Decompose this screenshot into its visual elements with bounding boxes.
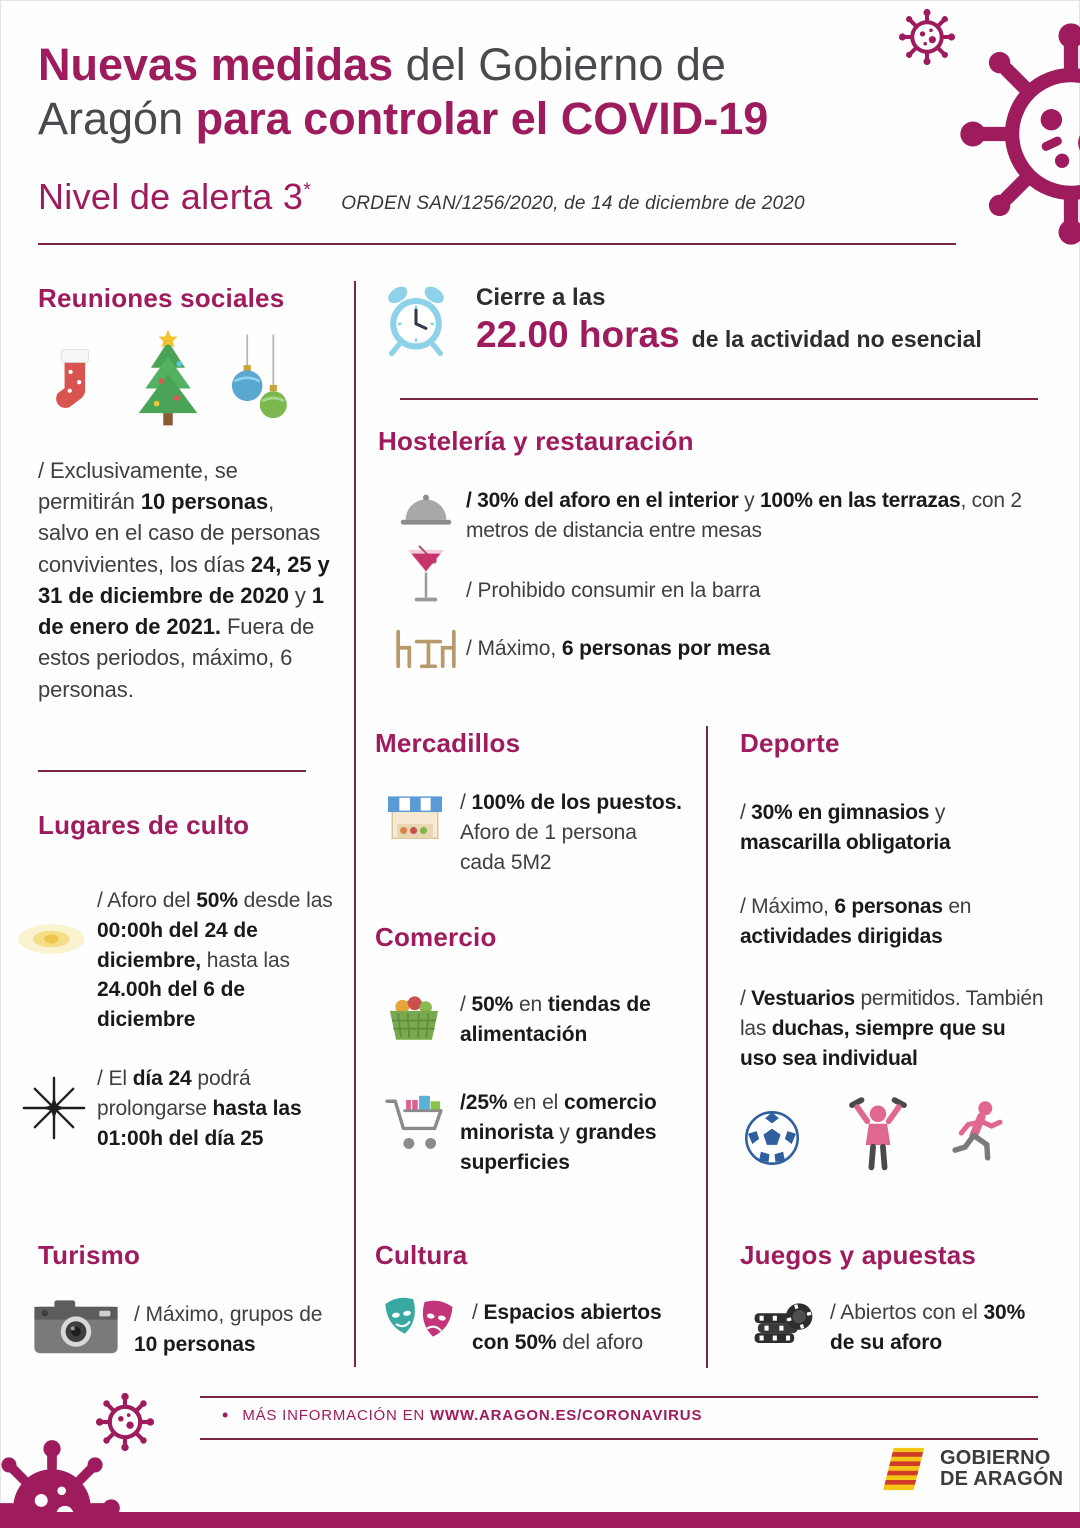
logo-text	[940, 1448, 1063, 1490]
shopping-cart-icon	[383, 1086, 451, 1160]
section-title-reuniones: Reuniones sociales	[38, 283, 285, 313]
hosteleria-item: / Máximo, 6 personas por mesa	[466, 637, 771, 660]
footer-info-prefix: MÁS INFORMACIÓN EN	[242, 1407, 431, 1424]
logo-line1: GOBIERNO	[940, 1447, 1051, 1469]
bottom-accent-bar	[0, 1512, 1080, 1528]
hosteleria-item: / Prohibido consumir en la barra	[466, 579, 761, 602]
footer-info	[242, 1407, 702, 1424]
alarm-clock-icon	[378, 280, 454, 360]
footer-info-row	[222, 1405, 702, 1426]
page-title-line2: Aragón para controlar el COVID-19	[38, 93, 769, 144]
camera-icon	[32, 1293, 120, 1359]
theater-masks-icon	[380, 1292, 458, 1354]
footer-divider-top	[200, 1396, 1038, 1398]
closing-time: 22.00 horas	[476, 314, 680, 355]
food-basket-icon	[383, 986, 445, 1044]
closing-scope: de la actividad no esencial	[691, 326, 982, 352]
section-title-turismo: Turismo	[38, 1240, 141, 1270]
footer-info-url[interactable]: WWW.ARAGON.ES/CORONAVIRUS	[430, 1407, 703, 1424]
deporte-item: / Vestuarios permitidos. También las duchas, siempre que su uso sea individual	[740, 987, 1044, 1070]
christmas-stocking-icon	[44, 336, 104, 424]
footer-divider-bottom	[200, 1438, 1038, 1440]
poker-chips-icon	[748, 1293, 814, 1355]
comercio-item: / 50% en tiendas de alimentación	[460, 993, 651, 1046]
turismo-item: / Máximo, grupos de 10 personas	[134, 1303, 323, 1356]
cultura-item: / Espacios abiertos con 50% del aforo	[472, 1301, 662, 1354]
hosteleria-item: / 30% del aforo en el interior y 100% en las terrazas, con 2 metros de distancia entre mesas	[466, 489, 1022, 542]
section-divider	[400, 398, 1038, 400]
sparkle-star-icon	[22, 1076, 86, 1140]
section-title-comercio: Comercio	[375, 922, 497, 952]
logo-line2: DE ARAGÓN	[940, 1468, 1064, 1490]
candle-glow-icon	[14, 916, 98, 962]
page-title	[38, 38, 898, 146]
virus-icon	[955, 18, 1080, 250]
closing-time-row	[476, 314, 982, 356]
table-chairs-icon	[392, 626, 460, 672]
ornaments-icon	[222, 334, 294, 434]
bullet-icon: •	[222, 1405, 229, 1425]
comercio-item: /25% en el comercio minorista y grandes superficies	[460, 1091, 657, 1174]
cloche-icon	[396, 486, 456, 532]
deporte-item: / 30% en gimnasios y mascarilla obligatoria	[740, 801, 951, 854]
alert-footnote-mark: *	[303, 179, 312, 201]
christmas-tree-icon	[124, 328, 212, 432]
column-divider-left	[354, 281, 356, 1367]
order-reference: ORDEN SAN/1256/2020, de 14 de diciembre de 2020	[341, 193, 805, 214]
juegos-item: / Abiertos con el 30% de su aforo	[830, 1301, 1026, 1354]
football-icon	[742, 1108, 802, 1168]
alert-level: Nivel de alerta 3*	[38, 176, 312, 217]
alert-row	[38, 176, 805, 218]
virus-icon	[898, 8, 956, 66]
column-divider-right	[706, 726, 708, 1368]
culto-item: / Aforo del 50% desde las 00:00h del 24 de diciembre, hasta las 24.00h del 6 de diciembre	[97, 889, 333, 1032]
section-title-hosteleria: Hostelería y restauración	[378, 426, 694, 456]
aragon-flag-icon	[876, 1444, 930, 1494]
section-title-culto: Lugares de culto	[38, 810, 250, 840]
mercadillos-item: / 100% de los puestos. Aforo de 1 persona cada 5M2	[460, 791, 682, 874]
section-title-cultura: Cultura	[375, 1240, 468, 1270]
section-divider	[38, 770, 306, 772]
section-title-juegos: Juegos y apuestas	[740, 1240, 977, 1270]
reuniones-body: / Exclusivamente, se permitirán 10 personas, salvo en el caso de personas convivientes, los días 24, 25 y 31 de diciembre de 2020 y 1 de enero de 2021. Fuera de estos periodos, máximo, 6 personas.	[38, 458, 330, 702]
gobierno-aragon-logo	[876, 1444, 1063, 1494]
section-title-deporte: Deporte	[740, 728, 840, 758]
header-divider	[38, 243, 956, 245]
closing-intro: Cierre a las	[476, 284, 606, 311]
market-stall-icon	[383, 792, 447, 852]
cocktail-icon	[404, 542, 448, 608]
deporte-item: / Máximo, 6 personas en actividades dirigidas	[740, 895, 972, 948]
runner-icon	[945, 1094, 1007, 1176]
weightlifter-icon	[845, 1092, 911, 1176]
culto-item: / El día 24 podrá prolongarse hasta las 01:00h del día 25	[97, 1067, 302, 1150]
section-title-mercadillos: Mercadillos	[375, 728, 521, 758]
page-title-line1: Nuevas medidas del Gobierno de	[38, 39, 726, 90]
